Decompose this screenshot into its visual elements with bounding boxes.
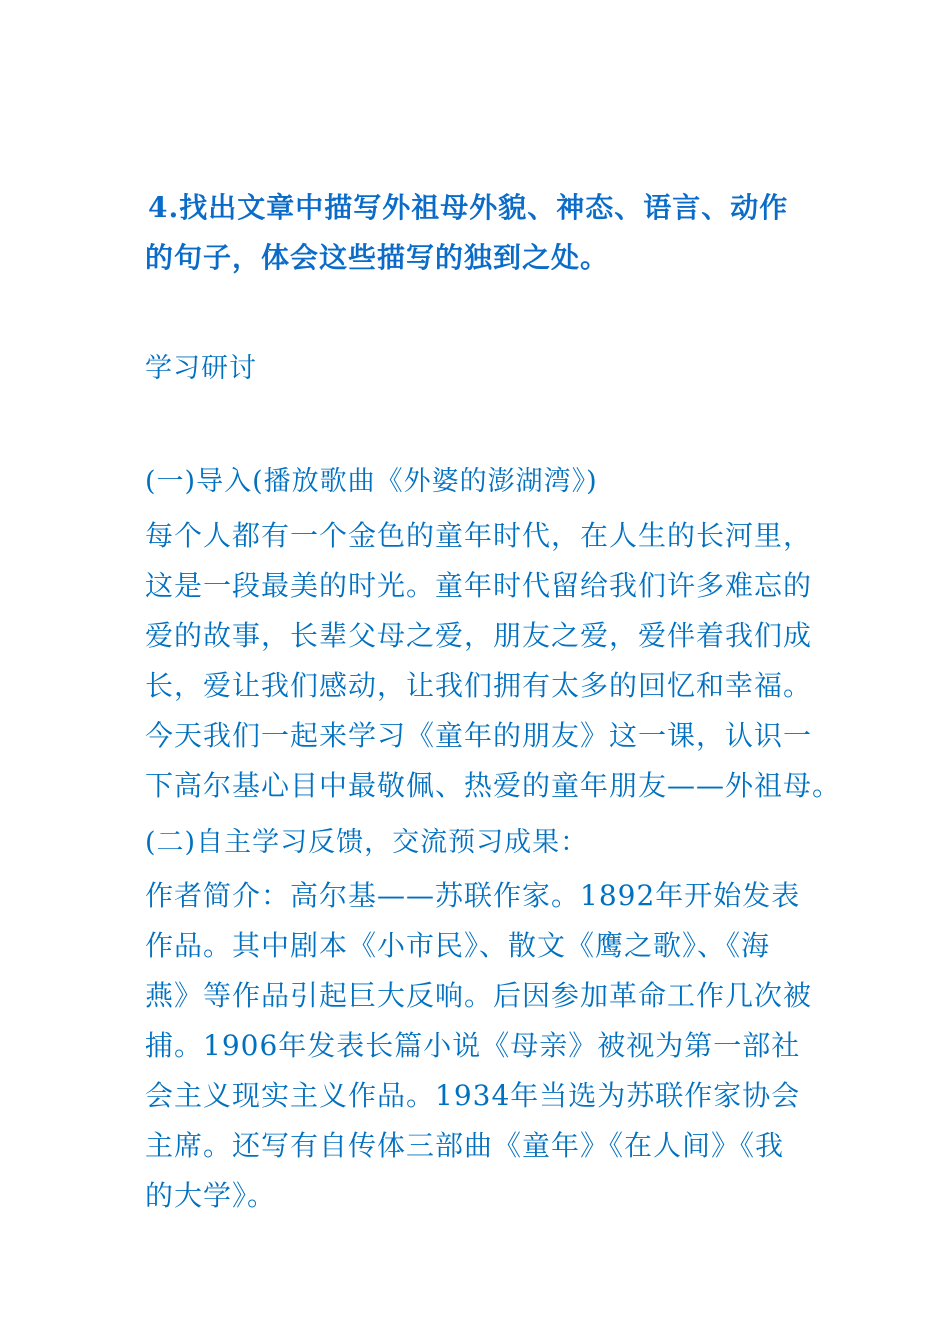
intro-line-2: 这是一段最美的时光。童年时代留给我们许多难忘的 — [145, 569, 813, 602]
question-line-1: 4.找出文章中描写外祖母外貌、神态、语言、动作 — [148, 191, 789, 224]
bio-line-7: 的大学》。 — [145, 1179, 277, 1212]
intro-line-5: 今天我们一起来学习《童年的朋友》这一课，认识一 — [145, 719, 813, 752]
intro-heading: (一)导入(播放歌曲《外婆的澎湖湾》) — [145, 466, 598, 497]
bio-line-2: 作品。其中剧本《小市民》、散文《鹰之歌》、《海 — [145, 929, 771, 962]
bio-line-4: 捕。1906年发表长篇小说《母亲》被视为第一部社 — [145, 1029, 801, 1062]
intro-line-6: 下高尔基心目中最敬佩、热爱的童年朋友——外祖母。 — [145, 769, 842, 802]
intro-line-4: 长，爱让我们感动，让我们拥有太多的回忆和幸福。 — [145, 669, 813, 702]
intro-line-3: 爱的故事，长辈父母之爱，朋友之爱，爱伴着我们成 — [145, 619, 813, 652]
question-line-2: 的句子，体会这些描写的独到之处。 — [145, 241, 610, 274]
bio-line-6: 主席。还写有自传体三部曲《童年》《在人间》《我 — [145, 1129, 785, 1162]
bio-line-5: 会主义现实主义作品。1934年当选为苏联作家协会 — [145, 1079, 801, 1112]
bio-line-3: 燕》等作品引起巨大反响。后因参加革命工作几次被 — [145, 979, 813, 1012]
section-title: 学习研讨 — [145, 353, 257, 384]
self-study-heading: (二)自主学习反馈，交流预习成果： — [145, 827, 589, 858]
intro-line-1: 每个人都有一个金色的童年时代，在人生的长河里， — [145, 519, 813, 552]
bio-line-1: 作者简介：高尔基——苏联作家。1892年开始发表 — [145, 879, 801, 912]
